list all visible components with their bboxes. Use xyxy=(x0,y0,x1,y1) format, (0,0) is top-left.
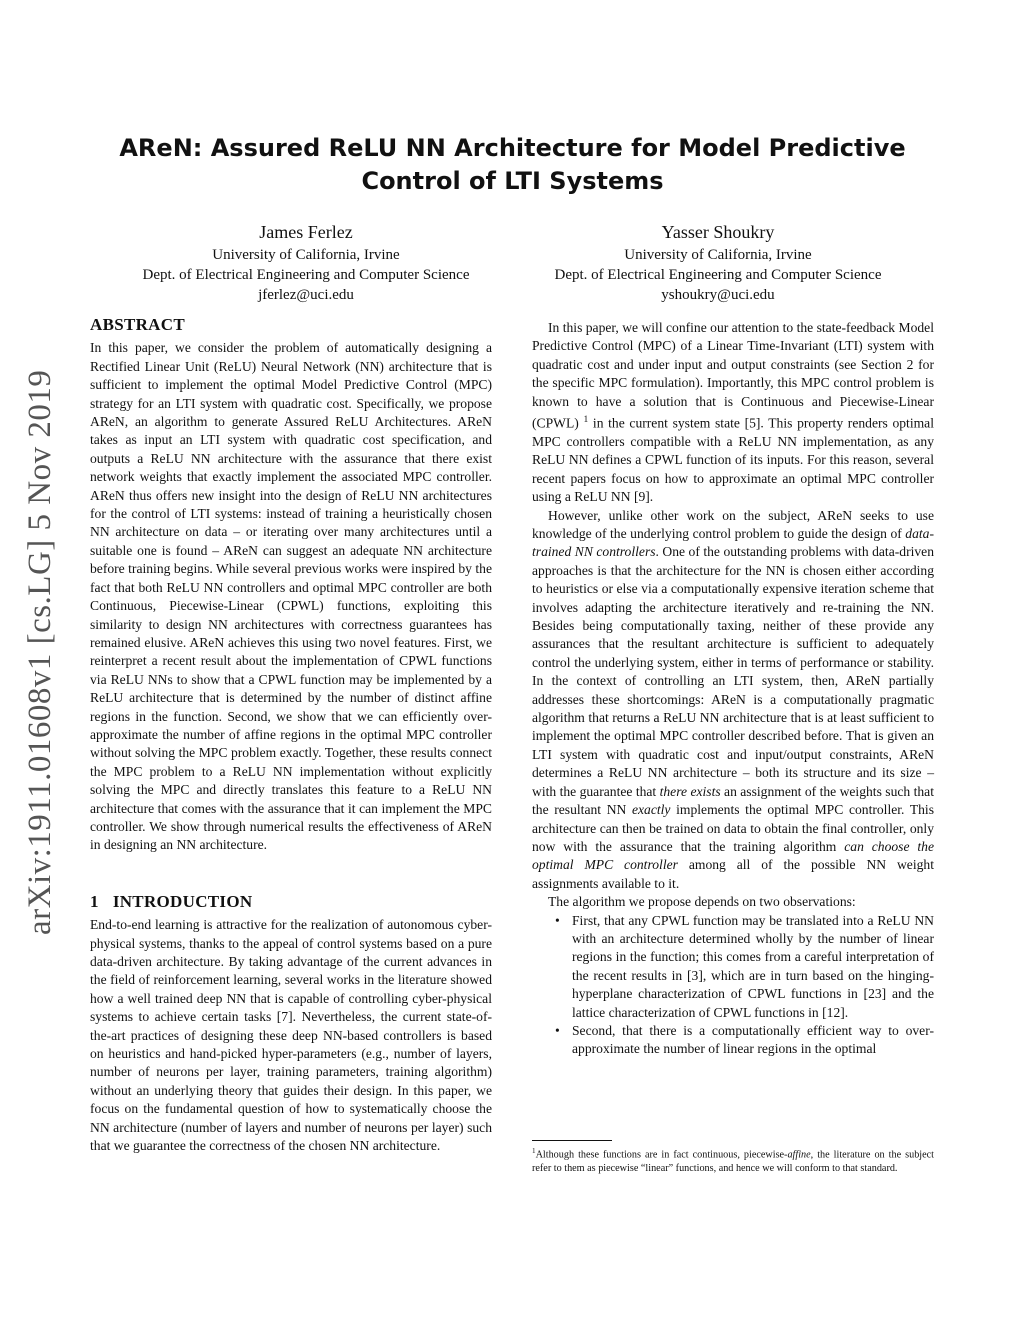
section-number: 1 xyxy=(90,891,99,911)
bullet-icon: • xyxy=(555,1022,560,1038)
bullet-icon: • xyxy=(555,912,560,928)
intro-paragraph-4: The algorithm we propose depends on two observations: xyxy=(548,894,856,910)
footnote-marker[interactable]: 1 xyxy=(583,415,589,426)
intro-paragraph-3 xyxy=(532,507,934,894)
author-email[interactable]: yshoukry@uci.edu xyxy=(661,287,775,303)
author-affiliation: University of California, Irvine xyxy=(624,247,812,263)
paragraph-text: an assignment of the weights such that the resultant NN xyxy=(532,783,934,818)
list-item-text: Second, that there is a computationally efficient way to over-approximate the number of linear regions in the optimal xyxy=(572,1022,934,1057)
paragraph-text: . One of the outstanding problems with data-driven approaches is that the architecture for the NN is chosen either according to heuristics or else via a computationally expensive iteration scheme that involves adapting the architecture iteratively and re-training the NN. Besides being computationally taxing, neither of these provide any assurances that the resultant architecture is sufficient to adequately control the underlying system, either in terms of performance or stability. In the context of controlling an LTI system, then, AReN partially addresses these shortcomings: AReN is a computationally pragmatic algorithm that returns a ReLU NN architecture that is at least sufficient to implement the optimal MPC controller described before. That is given an LTI system with quadratic cost and input/output constraints, AReN determines a ReLU NN architecture – both its structure and its size – with the guarantee that xyxy=(532,544,934,799)
footnote-text: Although these functions are in fact continuous, piecewise- xyxy=(535,1149,788,1161)
author-affiliation: University of California, Irvine xyxy=(212,247,400,263)
paragraph-text: In this paper, we will confine our attention to the state-feedback Model Predictive Control (MPC) of a Linear Time-Invariant (LTI) system with quadratic cost and under input and output constraints (see Section 2 for the specific MPC formulation). Importantly, this MPC control problem is known to have a solution that is Continuous and Piecewise-Linear (CPWL) xyxy=(532,320,934,431)
paper-title-line-2: Control of LTI Systems xyxy=(361,167,664,195)
footnote-mark: 1 xyxy=(532,1147,536,1155)
emphasis-text: data-trained NN controllers xyxy=(532,526,934,560)
list-item xyxy=(555,912,934,1022)
section-title: INTRODUCTION xyxy=(112,891,253,911)
emphasis-text: can choose the optimal MPC controller xyxy=(532,838,935,873)
introduction-heading xyxy=(90,893,492,911)
arxiv-identifier: arXiv:1911.01608v1 [cs.LG] 5 Nov 2019 xyxy=(22,369,58,935)
footnote-divider xyxy=(532,1140,612,1141)
paragraph-text: in the current system state [5]. This property renders optimal MPC controllers compatible with a ReLU NN implementation, as any ReLU NN defines a CPWL function of its inputs. For this reason, several recent papers focus on how to approximate an optimal MPC controller using a ReLU NN [9]. xyxy=(532,415,934,505)
intro-paragraph-1: End-to-end learning is attractive for the realization of autonomous cyber-physical systems, thanks to the appeal of control systems based on a pure data-driven architecture. By taking advantage of the current advances in the field of reinforcement learning, several works in the literature showed how a well trained deep NN that is capable of controlling cyber-physical systems to achieve certain tasks [7]. Nevertheless, the current state-of-the-art practices of designing these deep NN-based controllers is based on heuristics and hand-picked hyper-parameters (e.g., number of layers, number of neurons per layer, training parameters, training algorithm) without an underlying theory that guides their design. In this paper, we focus on the fundamental question of how to systematically choose the NN architecture (number of layers and number of neurons per layer) such that we guarantee the correctness of the chosen NN architecture. xyxy=(90,917,492,1154)
paper-title-line-1: AReN: Assured ReLU NN Architecture for Model Predictive xyxy=(119,134,906,162)
emphasis-text: exactly xyxy=(631,802,671,818)
footnote-emphasis: affine xyxy=(787,1149,811,1161)
author-email[interactable]: jferlez@uci.edu xyxy=(258,287,354,303)
footnote xyxy=(532,1145,934,1175)
right-column xyxy=(532,319,934,1059)
paragraph-text: However, unlike other work on the subject, AReN seeks to use knowledge of the underlying control problem to guide the design of xyxy=(532,507,934,541)
list-item-text: First, that any CPWL function may be translated into a ReLU NN with an architecture determined wholly by the number of linear regions in the function; this comes from a careful interpretation of the recent results in [3], which are in turn based on the hinging-hyperplane characterization of CPWL functions in [23] and the lattice characterization of CPWL functions in [12]. xyxy=(572,912,934,1020)
author-department: Dept. of Electrical Engineering and Computer Science xyxy=(142,267,470,283)
author-name: James Ferlez xyxy=(259,222,353,242)
author-block-1 xyxy=(96,222,516,305)
emphasis-text: there exists xyxy=(659,783,721,799)
footnote-text: , the literature on the subject refer to them as piecewise “linear” functions, and hence we will conform to that standard. xyxy=(532,1149,934,1174)
abstract-heading: ABSTRACT xyxy=(90,315,185,334)
list-item xyxy=(555,1022,934,1059)
left-column xyxy=(90,316,492,1155)
intro-paragraph-2 xyxy=(532,319,934,507)
author-block-2 xyxy=(508,222,928,305)
observation-list xyxy=(532,912,934,1059)
author-name: Yasser Shoukry xyxy=(661,222,775,242)
paragraph-text: among all of the possible NN weight assignments available to it. xyxy=(532,857,934,891)
paragraph-text: implements the optimal MPC controller. This architecture can then be trained on data to obtain the final controller, only now with the assurance that the training algorithm xyxy=(532,802,934,854)
author-department: Dept. of Electrical Engineering and Computer Science xyxy=(554,267,882,283)
abstract-text: In this paper, we consider the problem of automatically designing a Rectified Linear Unit (ReLU) Neural Network (NN) architecture that is sufficient to implement the optimal Model Predictive Control (MPC) strategy for an LTI system with quadratic cost. Specifically, we propose AReN, an algorithm to generate Assured ReLU Architectures. AReN takes as input an LTI system with quadratic cost specification, and outputs a ReLU NN architecture with the assurance that there exist network weights that exactly implement the associated MPC controller. AReN thus offers new insight into the design of ReLU NN architectures for the control of LTI systems: instead of training a heuristically chosen NN architecture on data – or iterating over many architectures until a suitable one is found – AReN can suggest an adequate NN architecture before training begins. While several previous works were inspired by the fact that both ReLU NN controllers and optimal MPC controller are both Continuous, Piecewise-Linear (CPWL) functions, exploiting this similarity to design NN architectures with correctness guarantees has remained elusive. AReN achieves this using two novel features. First, we reinterpret a recent result about the implementation of CPWL functions via ReLU NNs to show that a CPWL function may be implemented by a ReLU architecture that is determined by the number of distinct affine regions in the function. Second, we show that we can efficiently over-approximate the number of affine regions in the optimal MPC controller without solving the MPC problem exactly. Together, these results connect the MPC problem to a ReLU NN implementation without explicitly solving the MPC and directly translates this feature to a ReLU NN architecture that comes with the assurance that it can implement the MPC controller. We show through numerical results the effectiveness of AReN in designing an NN architecture. xyxy=(90,340,492,853)
paper-title xyxy=(90,132,935,198)
